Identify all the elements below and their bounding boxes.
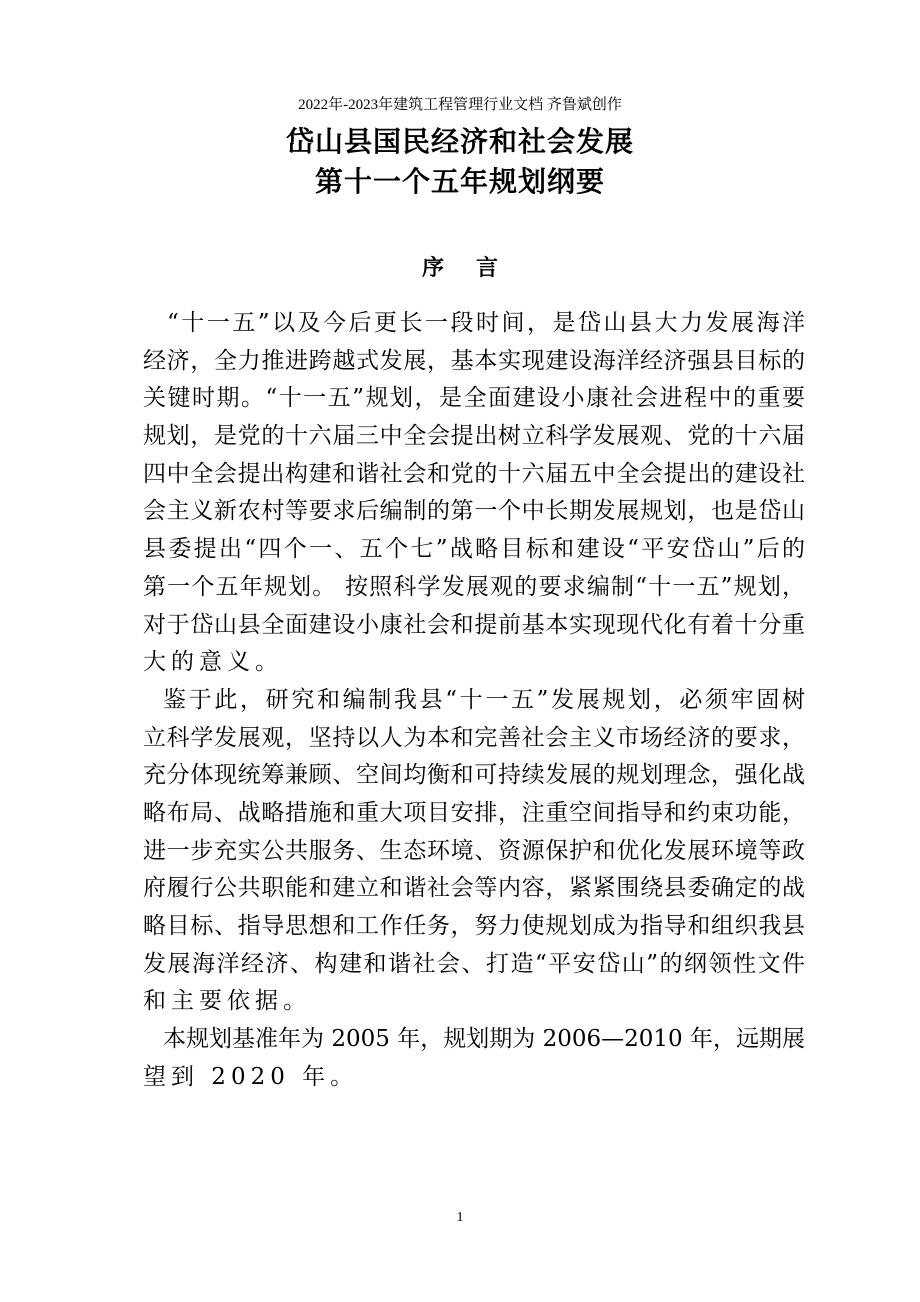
text-line: 本规划基准年为 2005 年，规划期为 2006—2010 年，远期展 <box>163 1026 805 1053</box>
text-line: 和主要依据。 <box>143 988 311 1015</box>
text-line: 大的意义。 <box>143 649 283 676</box>
section-char: 言 <box>476 256 499 281</box>
section-heading-preface <box>0 251 920 282</box>
text-line: 对于岱山县全面建设小康社会和提前基本实现现代化有着十分重 <box>143 611 805 638</box>
text-line: 县委提出“四个一、五个七”战略目标和建设“平安岱山”后的 <box>143 536 805 563</box>
page-number: 1 <box>456 1210 464 1225</box>
page-header: 2022年-2023年建筑工程管理行业文档 齐鲁斌创作 <box>298 97 622 113</box>
text-line: 府履行公共职能和建立和谐社会等内容，紧紧围绕县委确定的战 <box>143 875 805 902</box>
text-line: 充分体现统筹兼顾、空间均衡和可持续发展的规划理念，强化战 <box>143 762 805 789</box>
text-line: 望到 2020 年。 <box>143 1063 359 1090</box>
paragraph <box>143 1021 805 1096</box>
document-body <box>143 305 805 1096</box>
title-line-1: 岱山县国民经济和社会发展 <box>285 125 634 158</box>
text-line: 经济，全力推进跨越式发展，基本实现建设海洋经济强县目标的 <box>143 347 805 374</box>
text-line: 进一步充实公共服务、生态环境、资源保护和优化发展环境等政 <box>143 837 805 864</box>
text-line: “十一五”以及今后更长一段时间，是岱山县大力发展海洋 <box>167 310 805 336</box>
text-line: 立科学发展观，坚持以人为本和完善社会主义市场经济的要求， <box>143 724 805 751</box>
title-line-2: 第十一个五年规划纲要 <box>314 165 605 198</box>
section-char: 序 <box>421 256 444 281</box>
paragraph <box>143 305 805 682</box>
text-line: 略目标、指导思想和工作任务，努力使规划成为指导和组织我县 <box>143 913 805 939</box>
text-line: 发展海洋经济、构建和谐社会、打造“平安岱山”的纲领性文件 <box>143 950 805 977</box>
text-line: 会主义新农村等要求后编制的第一个中长期发展规划，也是岱山 <box>143 498 805 525</box>
text-line: 略布局、战略措施和重大项目安排，注重空间指导和约束功能， <box>143 799 805 826</box>
text-line: 四中全会提出构建和谐社会和党的十六届五中全会提出的建设社 <box>143 460 805 487</box>
text-line: 规划，是党的十六届三中全会提出树立科学发展观、党的十六届 <box>143 423 805 450</box>
paragraph <box>143 682 805 1021</box>
text-line: 第一个五年规划。 按照科学发展观的要求编制“十一五”规划， <box>143 573 805 600</box>
text-line: 关键时期。“十一五”规划，是全面建设小康社会进程中的重要 <box>143 385 805 412</box>
text-line: 鉴于此，研究和编制我县“十一五”发展规划，必须牢固树 <box>163 686 805 713</box>
